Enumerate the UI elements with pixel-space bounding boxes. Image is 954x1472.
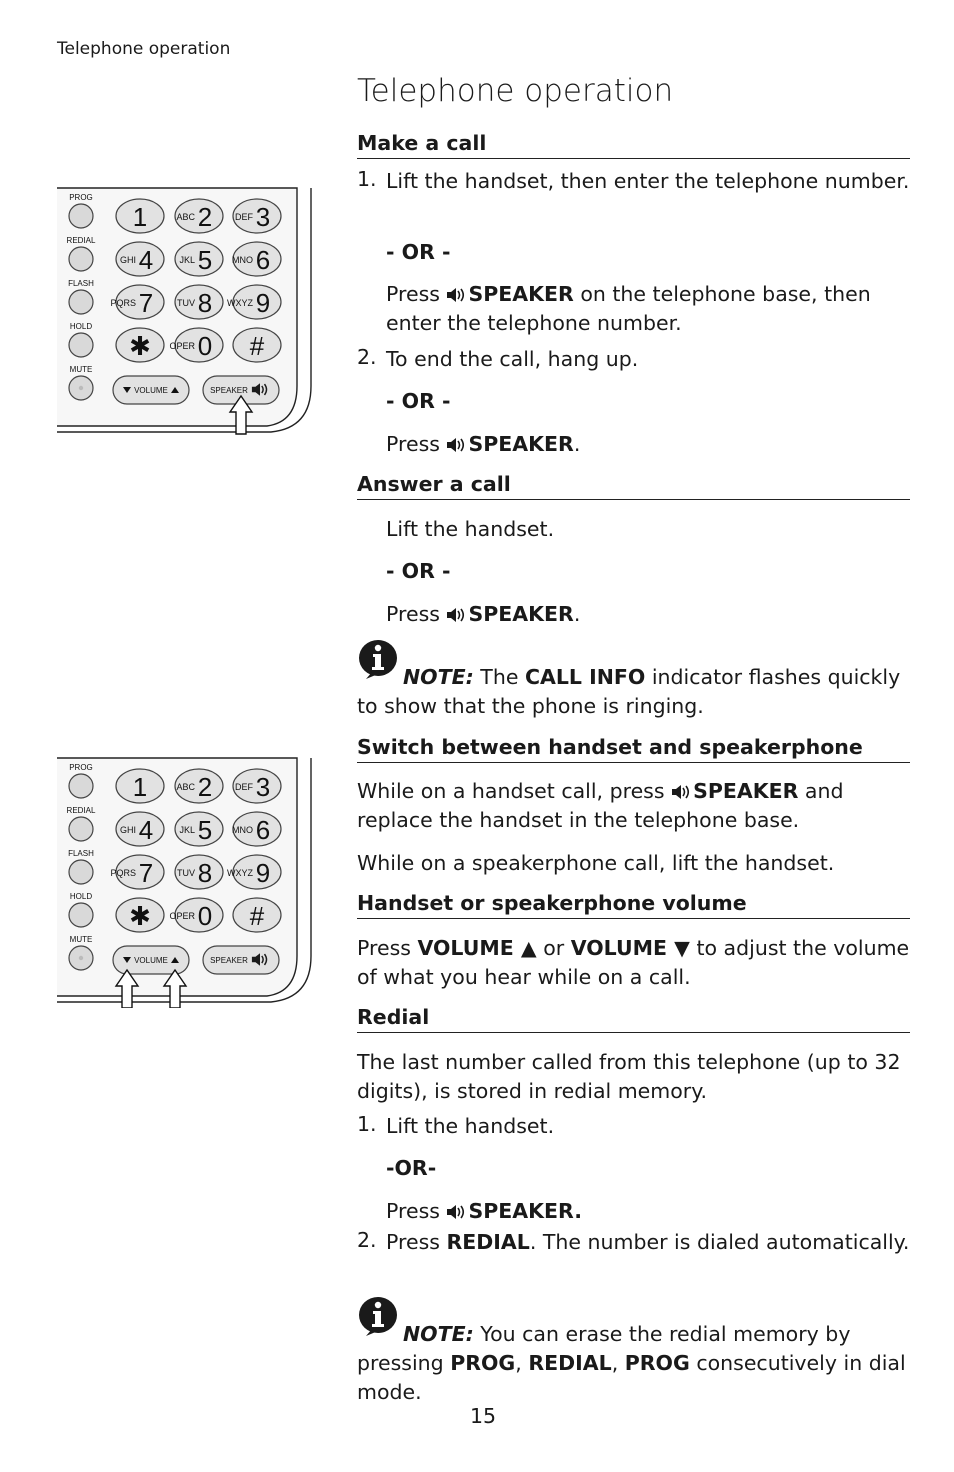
step-number: 1. [357,167,377,191]
note-call-info: NOTE: The CALL INFO indicator flashes quickly to show that the phone is ringing. [357,665,901,718]
step-number: 2. [357,1228,377,1252]
key-letters: TUV [177,298,195,308]
key-digit: # [249,331,265,361]
key-letters: ABC [176,782,195,792]
speaker-label: SPEAKER [210,386,248,395]
key-digit: 4 [138,245,154,275]
key-digit: 0 [197,901,213,931]
keypad-illustration-volume [57,756,317,1008]
key-digit: 6 [255,815,271,845]
key-letters: TUV [177,868,195,878]
side-button-label: MUTE [69,935,93,944]
side-button-label: MUTE [69,365,93,374]
speaker-icon [671,784,691,800]
or-separator: - OR - [386,240,451,264]
key-letters: JKL [179,825,195,835]
side-button [69,903,93,927]
step-number: 1. [357,1112,377,1136]
section-heading-redial: Redial [357,1005,910,1033]
page-number: 15 [470,1404,497,1428]
side-button [69,247,93,271]
side-button-label: FLASH [68,849,94,858]
key-letters: JKL [179,255,195,265]
or-separator: - OR - [386,559,451,583]
key-digit: 9 [255,288,271,318]
key-digit: ✱ [129,331,151,361]
page-title: Telephone operation [357,73,674,109]
key-digit: 8 [197,288,213,318]
side-button-label: PROG [69,763,93,772]
step-text: Press SPEAKER. [386,602,581,626]
speaker-icon [446,607,466,623]
side-button-label: REDIAL [66,236,96,245]
side-button-label: PROG [69,193,93,202]
side-button [69,817,93,841]
step-text: Press REDIAL. The number is dialed automatically. [386,1230,910,1254]
paragraph: The last number called from this telephone (up to 32 digits), is stored in redial memory. [357,1050,901,1103]
or-separator: - OR - [386,389,451,413]
key-letters: PQRS [110,298,136,308]
key-digit: 5 [197,815,213,845]
key-digit: 1 [132,202,148,232]
key-digit: 9 [255,858,271,888]
mute-indicator-light [79,386,83,390]
step-text: Press SPEAKER. [386,432,581,456]
key-letters: DEF [235,212,253,222]
paragraph: While on a handset call, press SPEAKER and replace the handset in the telephone base. [357,779,844,832]
key-digit: 1 [132,772,148,802]
key-letters: MNO [232,825,253,835]
key-letters: WXYZ [227,868,253,878]
step-number: 2. [357,345,377,369]
step-text: Press SPEAKER. [386,1199,582,1223]
side-button [69,204,93,228]
side-button [69,290,93,314]
section-heading-switch: Switch between handset and speakerphone [357,735,910,763]
paragraph: Press VOLUME ▲ or VOLUME ▼ to adjust the volume of what you hear while on a call. [357,936,910,989]
mute-indicator-light [79,956,83,960]
key-letters: GHI [119,825,136,835]
key-letters: PQRS [110,868,136,878]
key-digit: 3 [255,202,271,232]
key-digit: 2 [197,772,213,802]
speaker-label: SPEAKER [210,956,248,965]
key-digit: 3 [255,772,271,802]
volume-label: VOLUME [134,956,168,965]
side-button-label: FLASH [68,279,94,288]
step-text: Press SPEAKER on the telephone base, then enter the telephone number. [386,282,871,335]
speaker-icon [446,437,466,453]
key-digit: 8 [197,858,213,888]
key-digit: ✱ [129,901,151,931]
key-letters: OPER [169,911,195,921]
paragraph: While on a speakerphone call, lift the handset. [357,851,835,875]
key-digit: 4 [138,815,154,845]
key-digit: 7 [138,858,154,888]
section-heading-make-call: Make a call [357,131,910,159]
speaker-icon [446,287,466,303]
step-text: Lift the handset. [386,1114,555,1138]
key-letters: DEF [235,782,253,792]
key-digit: 5 [197,245,213,275]
section-heading-answer-call: Answer a call [357,472,910,500]
running-head: Telephone operation [57,39,231,59]
key-letters: GHI [119,255,136,265]
key-letters: ABC [176,212,195,222]
side-button-label: REDIAL [66,806,96,815]
key-letters: MNO [232,255,253,265]
side-button [69,774,93,798]
key-digit: 0 [197,331,213,361]
key-digit: 7 [138,288,154,318]
volume-label: VOLUME [134,386,168,395]
keypad-illustration-speaker [57,186,317,438]
speaker-icon [446,1204,466,1220]
key-letters: WXYZ [227,298,253,308]
side-button [69,860,93,884]
key-letters: OPER [169,341,195,351]
or-separator: -OR- [386,1156,437,1180]
note-redial-erase: NOTE: You can erase the redial memory by pressing PROG, REDIAL, PROG consecutively in dial mode. [357,1322,906,1404]
side-button-label: HOLD [69,322,93,331]
key-digit: 6 [255,245,271,275]
step-text: Lift the handset. [386,517,555,541]
key-digit: 2 [197,202,213,232]
key-digit: # [249,901,265,931]
step-text: Lift the handset, then enter the telephone number. [386,169,910,193]
section-heading-volume: Handset or speakerphone volume [357,891,910,919]
side-button-label: HOLD [69,892,93,901]
side-button [69,333,93,357]
step-text: To end the call, hang up. [386,347,639,371]
